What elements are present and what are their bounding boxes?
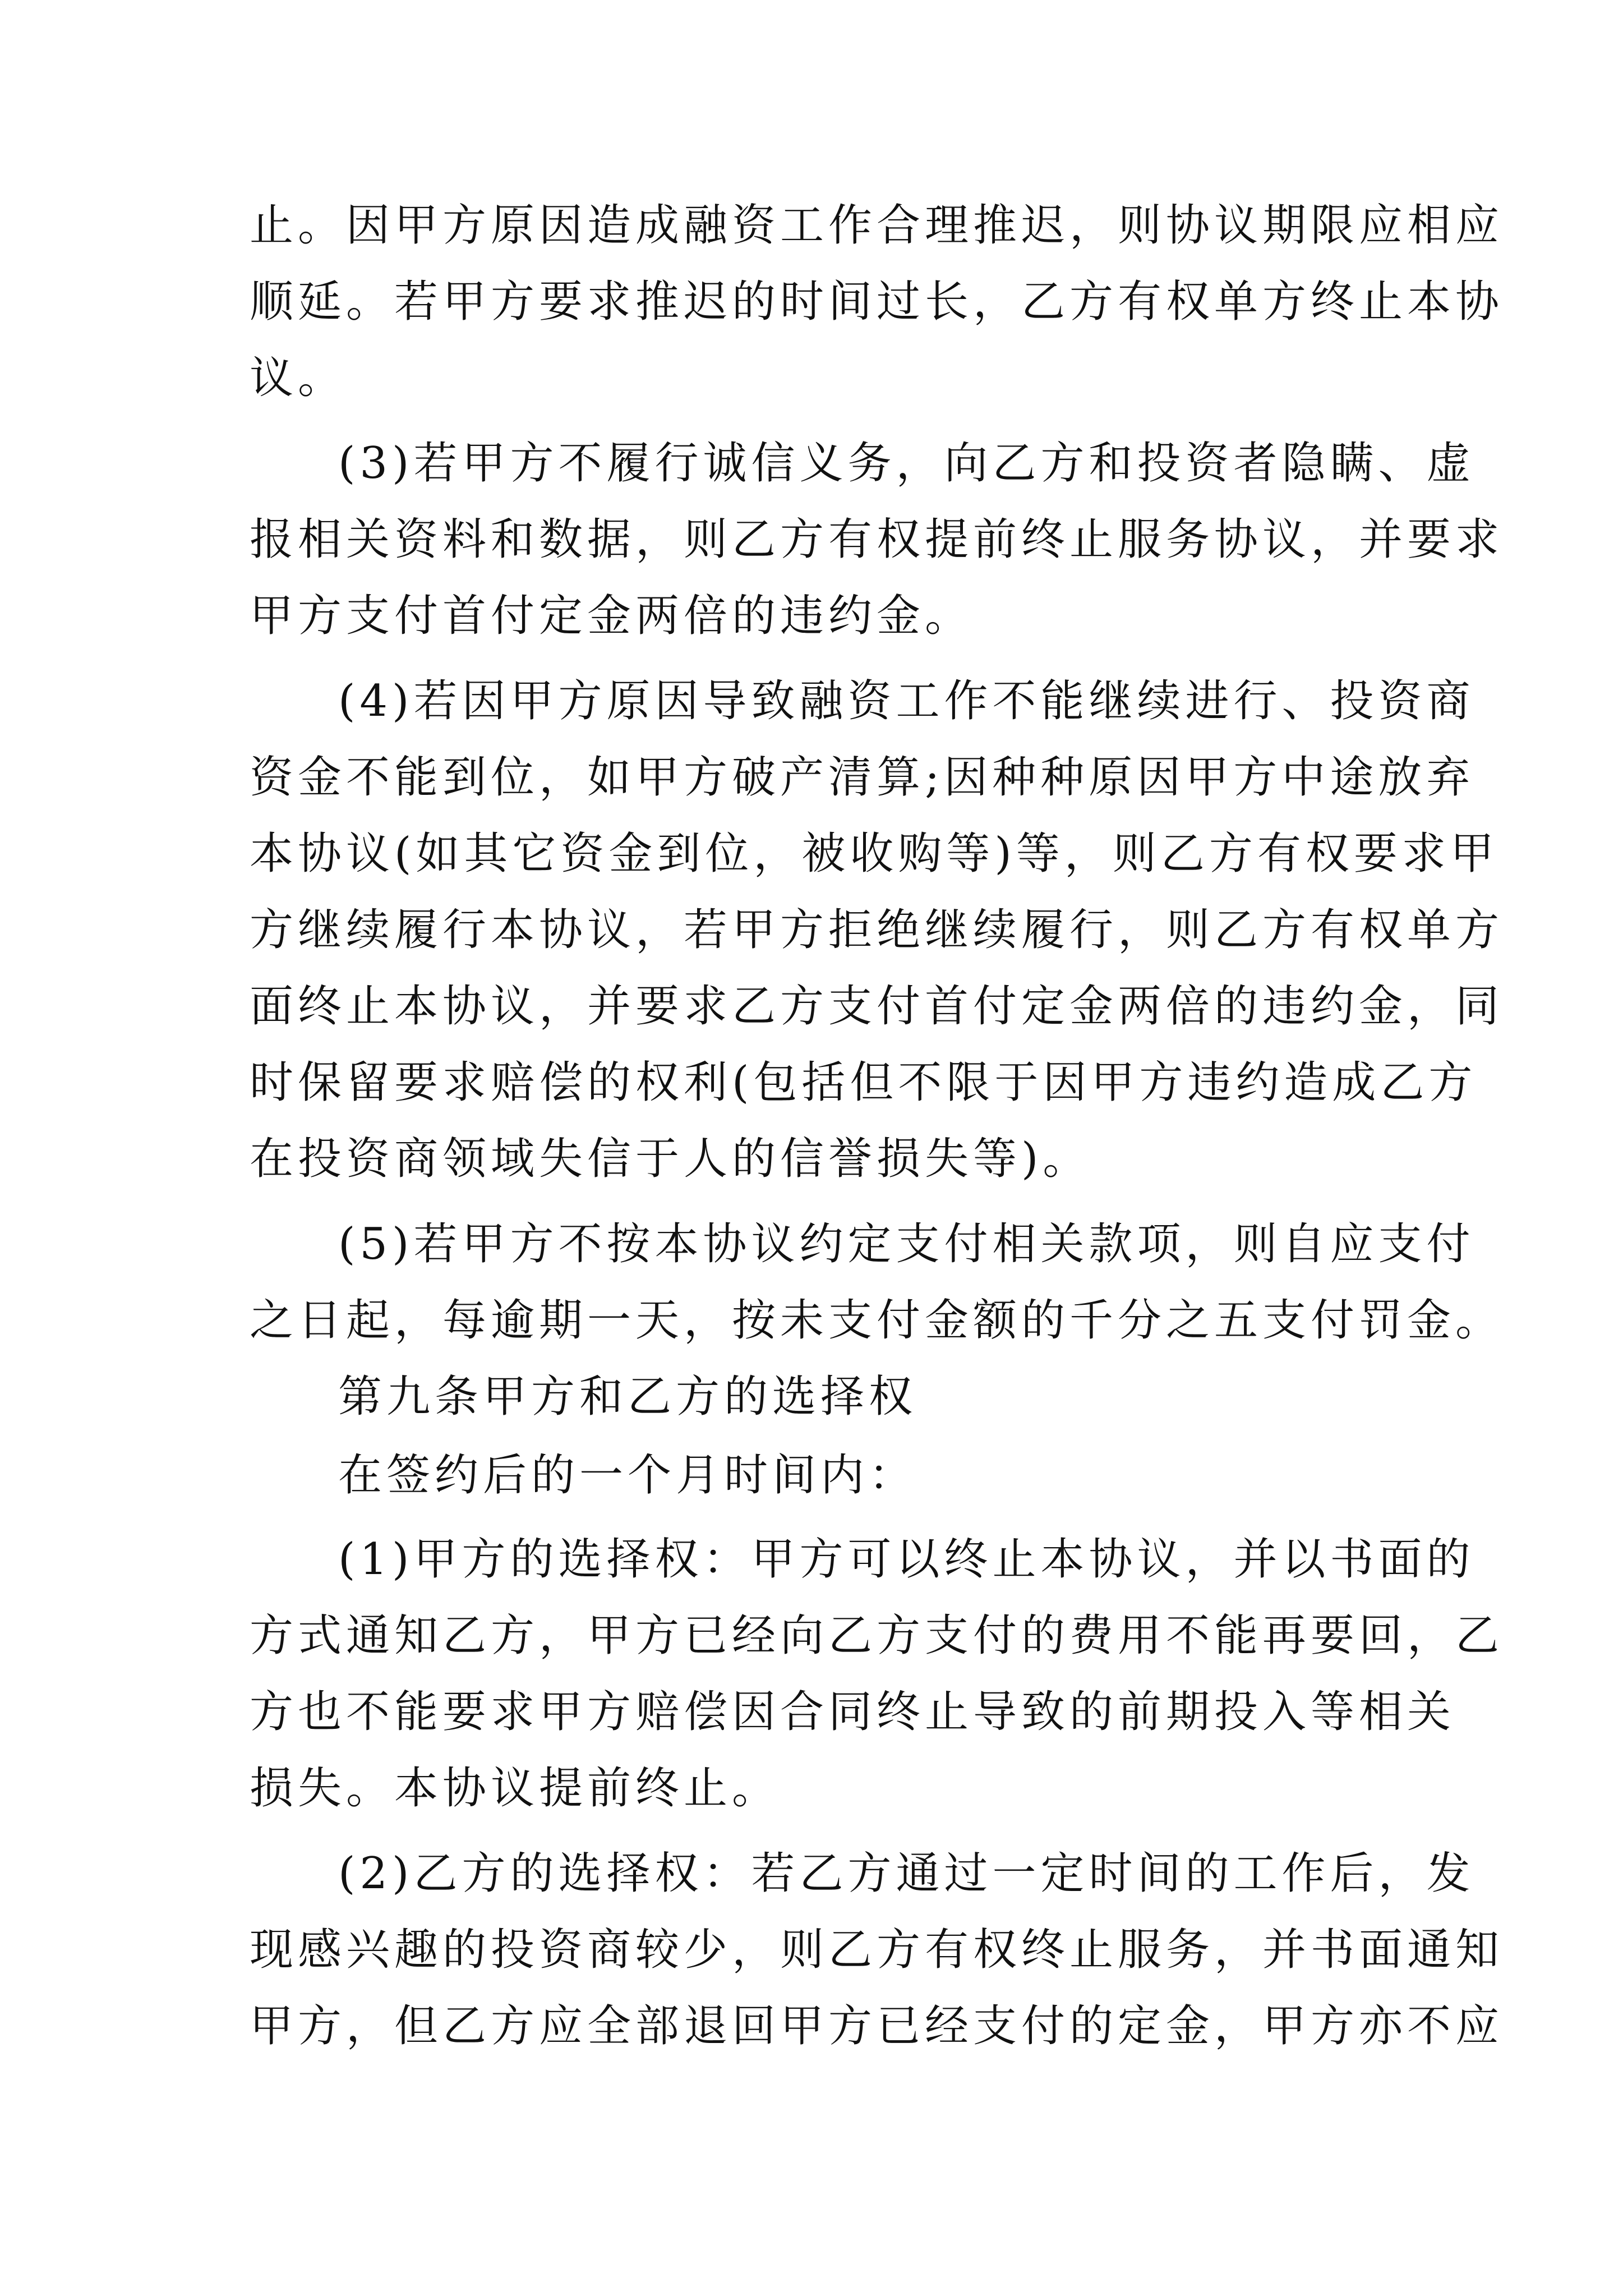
text-line: 议。 <box>250 353 347 403</box>
text-line: (5)若甲方不按本协议约定支付相关款项，则自应支付 <box>338 1219 1475 1269</box>
text-line: 顺延。若甲方要求推迟的时间过长，乙方有权单方终止本协 <box>250 277 1504 327</box>
text-line: 在签约后的一个月时间内： <box>338 1450 917 1501</box>
text-line: 本协议(如其它资金到位，被收购等)等，则乙方有权要求甲 <box>250 829 1498 879</box>
text-line: (1)甲方的选择权：甲方可以终止本协议，并以书面的 <box>338 1534 1475 1585</box>
section-heading: 第九条甲方和乙方的选择权 <box>338 1372 917 1422</box>
text-line: 损失。本协议提前终止。 <box>250 1763 781 1814</box>
text-line: (4)若因甲方原因导致融资工作不能继续进行、投资商 <box>338 676 1475 726</box>
text-line: 在投资商领域失信于人的信誉损失等)。 <box>250 1134 1091 1184</box>
text-line: 之日起，每逾期一天，按未支付金额的千分之五支付罚金。 <box>250 1295 1504 1346</box>
text-line: 止。因甲方原因造成融资工作合理推迟，则协议期限应相应 <box>250 200 1504 251</box>
text-line: 报相关资料和数据，则乙方有权提前终止服务协议，并要求 <box>250 514 1504 565</box>
text-line: 面终止本协议，并要求乙方支付首付定金两倍的违约金，同 <box>250 981 1504 1032</box>
text-line: 现感兴趣的投资商较少，则乙方有权终止服务，并书面通知 <box>250 1925 1504 1975</box>
text-line: 资金不能到位，如甲方破产清算;因种种原因甲方中途放弃 <box>250 752 1475 803</box>
text-line: (3)若甲方不履行诚信义务，向乙方和投资者隐瞒、虚 <box>338 438 1475 489</box>
text-line: 甲方，但乙方应全部退回甲方已经支付的定金，甲方亦不应 <box>250 2001 1504 2051</box>
text-line: 方也不能要求甲方赔偿因合同终止导致的前期投入等相关 <box>250 1687 1456 1737</box>
text-line: 方继续履行本协议，若甲方拒绝继续履行，则乙方有权单方 <box>250 905 1504 955</box>
text-line: 时保留要求赔偿的权利(包括但不限于因甲方违约造成乙方 <box>250 1057 1477 1108</box>
text-line: 甲方支付首付定金两倍的违约金。 <box>250 591 974 641</box>
text-line: (2)乙方的选择权：若乙方通过一定时间的工作后，发 <box>338 1848 1475 1899</box>
text-line: 方式通知乙方，甲方已经向乙方支付的费用不能再要回，乙 <box>250 1611 1504 1661</box>
